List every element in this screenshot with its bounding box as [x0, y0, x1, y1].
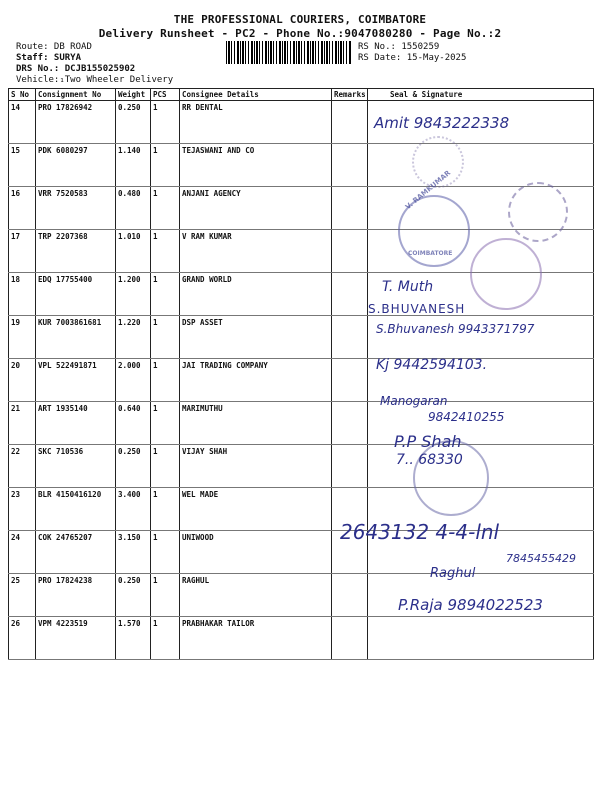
weight-cell: 0.640: [116, 402, 151, 445]
sno-cell: 22: [9, 445, 36, 488]
seal-stamp-purple: [470, 238, 542, 310]
company-title: THE PROFESSIONAL COURIERS, COIMBATORE: [173, 13, 427, 26]
consignee-cell: DSP ASSET: [180, 316, 332, 359]
table-row: [9, 617, 594, 660]
sno-cell: 16: [9, 187, 36, 230]
pcs-cell: 1: [151, 230, 180, 273]
col-consignee: Consignee Details: [180, 89, 332, 101]
pcs-cell: 1: [151, 101, 180, 144]
handwritten-signature-20: Kj 9442594103.: [376, 357, 488, 373]
remarks-cell: [332, 187, 368, 230]
consignment-cell: VPM 4223519: [36, 617, 116, 660]
consignee-cell: V RAM KUMAR: [180, 230, 332, 273]
weight-cell: 0.250: [116, 574, 151, 617]
pcs-cell: 1: [151, 187, 180, 230]
stamp-city-text: COIMBATORE: [408, 250, 453, 257]
seal-stamp-small: [412, 136, 464, 188]
handwritten-phone-25: 7845455429: [506, 552, 576, 565]
handwritten-signature-18: T. Muth: [382, 279, 434, 295]
sno-cell: 24: [9, 531, 36, 574]
consignee-cell: VIJAY SHAH: [180, 445, 332, 488]
consignee-cell: JAI TRADING COMPANY: [180, 359, 332, 402]
pcs-cell: 1: [151, 359, 180, 402]
table-header-row: [9, 89, 594, 101]
table-row: [9, 488, 594, 531]
table-row: [9, 144, 594, 187]
rs-date: RS Date: 15-May-2025: [358, 53, 467, 63]
signature-cell: [368, 617, 594, 660]
remarks-cell: [332, 144, 368, 187]
pcs-cell: 1: [151, 488, 180, 531]
vehicle-label: Vehicle:₁Two Wheeler Delivery: [16, 75, 174, 85]
pcs-cell: 1: [151, 617, 180, 660]
remarks-cell: [332, 402, 368, 445]
remarks-cell: [332, 574, 368, 617]
sno-cell: 14: [9, 101, 36, 144]
col-pcs: PCS: [151, 89, 180, 101]
consignee-cell: UNIWOOD: [180, 531, 332, 574]
weight-cell: 1.200: [116, 273, 151, 316]
consignment-cell: KUR 7003861681: [36, 316, 116, 359]
handwritten-signature-14: Amit 9843222338: [374, 114, 510, 132]
runsheet-table: [8, 88, 594, 660]
seal-stamp-faded: [508, 182, 568, 242]
handwritten-phone-21: 9842410255: [428, 410, 505, 424]
table-row: [9, 187, 594, 230]
consignment-cell: PRO 17826942: [36, 101, 116, 144]
pcs-cell: 1: [151, 531, 180, 574]
drs-number: DRS No.: DCJB155025902: [16, 64, 136, 74]
col-remarks: Remarks: [332, 89, 368, 101]
consignee-cell: ANJANI AGENCY: [180, 187, 332, 230]
weight-cell: 0.480: [116, 187, 151, 230]
consignment-cell: VPL 522491871: [36, 359, 116, 402]
weight-cell: 0.250: [116, 445, 151, 488]
weight-cell: 3.400: [116, 488, 151, 531]
handwritten-name-21: Manogaran: [380, 394, 448, 408]
consignment-cell: COK 24765207: [36, 531, 116, 574]
pcs-cell: 1: [151, 316, 180, 359]
consignment-cell: PRO 17824238: [36, 574, 116, 617]
remarks-cell: [332, 316, 368, 359]
consignment-cell: TRP 2207368: [36, 230, 116, 273]
sno-cell: 15: [9, 144, 36, 187]
handwritten-phone-22: 7.. 68330: [396, 452, 463, 468]
consignee-cell: WEL MADE: [180, 488, 332, 531]
weight-cell: 1.570: [116, 617, 151, 660]
consignee-cell: MARIMUTHU: [180, 402, 332, 445]
remarks-cell: [332, 617, 368, 660]
pcs-cell: 1: [151, 445, 180, 488]
consignee-cell: TEJASWANI AND CO: [180, 144, 332, 187]
barcode-image: [226, 41, 352, 64]
handwritten-name-19: S.BHUVANESH: [368, 302, 466, 316]
consignment-cell: BLR 4150416120: [36, 488, 116, 531]
sno-cell: 25: [9, 574, 36, 617]
pcs-cell: 1: [151, 144, 180, 187]
route-label: Route: DB ROAD: [16, 42, 92, 52]
remarks-cell: [332, 101, 368, 144]
table-row: [9, 359, 594, 402]
remarks-cell: [332, 273, 368, 316]
handwritten-name-22: P.P Shah: [394, 432, 462, 451]
consignee-cell: GRAND WORLD: [180, 273, 332, 316]
handwritten-note-24: 2643132 4-4-lnl: [340, 520, 500, 544]
staff-label: Staff: SURYA: [16, 53, 82, 63]
sno-cell: 19: [9, 316, 36, 359]
consignment-cell: PDK 6080297: [36, 144, 116, 187]
consignment-cell: VRR 7520583: [36, 187, 116, 230]
stamp-name-text: V. RAMKUMAR: [404, 168, 453, 212]
weight-cell: 1.140: [116, 144, 151, 187]
weight-cell: 2.000: [116, 359, 151, 402]
sno-cell: 17: [9, 230, 36, 273]
consignment-cell: ART 1935140: [36, 402, 116, 445]
rs-number: RS No.: 1550259: [358, 42, 440, 52]
sno-cell: 23: [9, 488, 36, 531]
col-seal-signature: Seal & Signature: [368, 89, 594, 101]
handwritten-signature-19: S.Bhuvanesh 9943371797: [376, 322, 535, 336]
table-row: [9, 445, 594, 488]
pcs-cell: 1: [151, 574, 180, 617]
col-consignment: Consignment No: [36, 89, 116, 101]
signature-cell: [368, 144, 594, 187]
handwritten-signature-26: P.Raja 9894022523: [398, 596, 543, 614]
runsheet-subtitle: Delivery Runsheet - PC2 - Phone No.:9047080280 - Page No.:2: [98, 27, 502, 40]
col-weight: Weight: [116, 89, 151, 101]
remarks-cell: [332, 230, 368, 273]
pcs-cell: 1: [151, 273, 180, 316]
consignee-cell: RAGHUL: [180, 574, 332, 617]
remarks-cell: [332, 445, 368, 488]
consignee-cell: PRABHAKAR TAILOR: [180, 617, 332, 660]
pcs-cell: 1: [151, 402, 180, 445]
remarks-cell: [332, 359, 368, 402]
sno-cell: 18: [9, 273, 36, 316]
handwritten-signature-25: Raghul: [430, 566, 476, 581]
col-sno: S No: [9, 89, 36, 101]
weight-cell: 0.250: [116, 101, 151, 144]
weight-cell: 3.150: [116, 531, 151, 574]
consignment-cell: SKC 710536: [36, 445, 116, 488]
table-row: [9, 402, 594, 445]
sno-cell: 20: [9, 359, 36, 402]
weight-cell: 1.220: [116, 316, 151, 359]
sno-cell: 26: [9, 617, 36, 660]
sno-cell: 21: [9, 402, 36, 445]
consignment-cell: EDQ 17755400: [36, 273, 116, 316]
consignee-cell: RR DENTAL: [180, 101, 332, 144]
weight-cell: 1.010: [116, 230, 151, 273]
